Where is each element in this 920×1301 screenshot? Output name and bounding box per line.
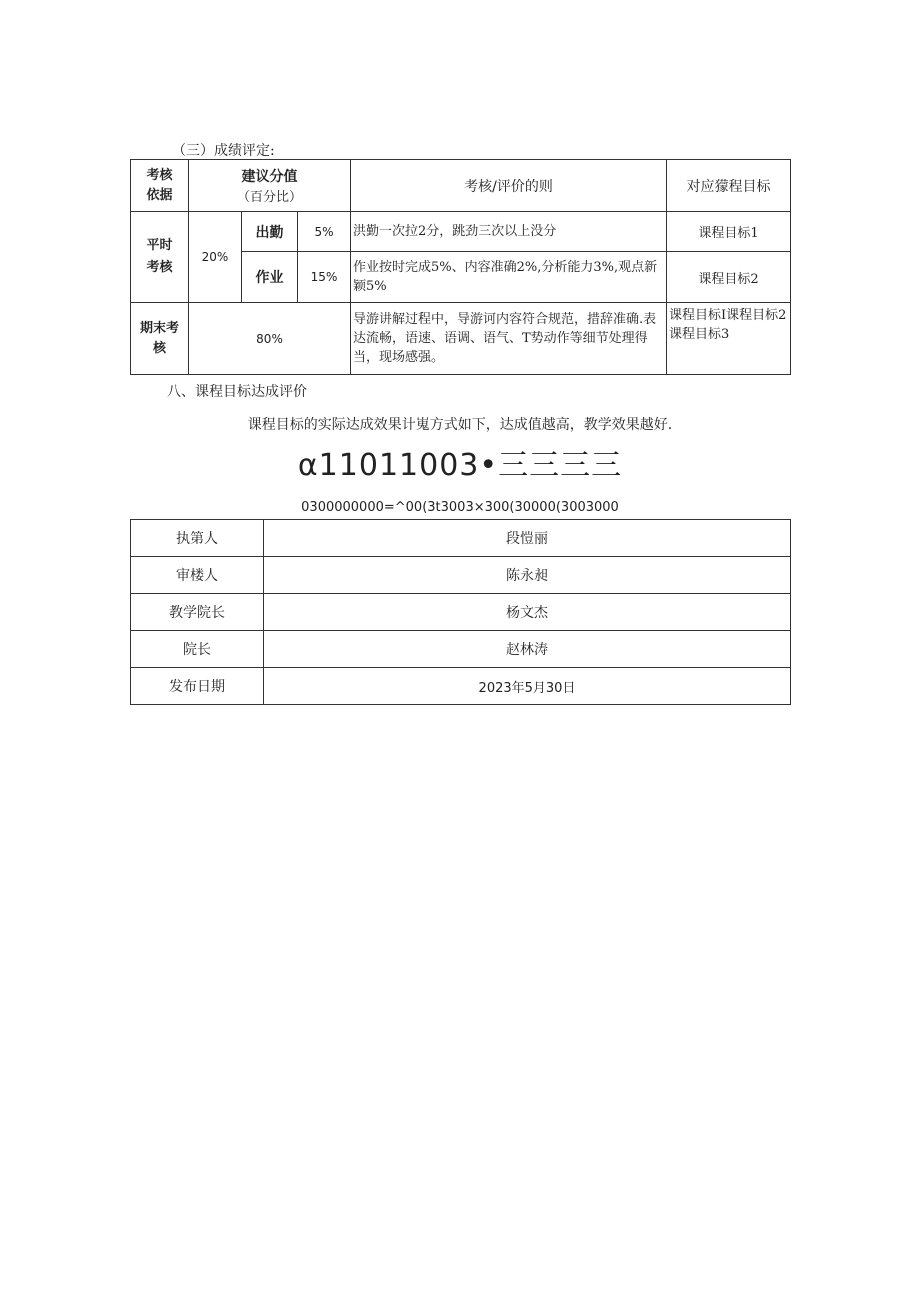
- signoff-name: 陈永昶: [264, 557, 791, 594]
- header-score: [189, 160, 351, 212]
- item-percent-attendance: 5%: [298, 212, 351, 252]
- signoff-name: 赵林涛: [264, 631, 791, 668]
- target-homework: 课程目标2: [667, 252, 791, 303]
- item-name-homework: 作业: [242, 252, 298, 303]
- signoff-row: [131, 520, 791, 557]
- target-attendance: 课程目标1: [667, 212, 791, 252]
- section-8-title: 八、课程目标达成评价: [167, 384, 307, 400]
- regular-percent: 20%: [189, 212, 242, 303]
- signoff-row: [131, 594, 791, 631]
- criteria-attendance: 洪勤一次拉2分，跳劲三次以上没分: [351, 212, 667, 252]
- evaluation-description: 课程目标的实际达成效果计嵬方式如下，达成值越高，教学效果越好.: [247, 417, 673, 433]
- section-3-title: （三）成绩评定:: [172, 143, 275, 159]
- signoff-role: 审楼人: [131, 557, 264, 594]
- target-final: 课程目标I课程目标2课程目标3: [667, 303, 791, 375]
- formula-line-1: α11011003•三三三三: [297, 448, 623, 483]
- header-criteria: 考核/评价的则: [351, 160, 667, 212]
- grade-table: [130, 159, 791, 375]
- signoff-row: [131, 668, 791, 705]
- signoff-name: 段愷丽: [264, 520, 791, 557]
- criteria-final: 导游讲解过程中，导游诃内容符合规范，措辞准确.表达流畅，语速、语调、语气、T势动作等细节处理得当，现场感强。: [351, 303, 667, 375]
- grade-row-final: [131, 303, 791, 375]
- signoff-role: 教学院长: [131, 594, 264, 631]
- final-label: 期末考 核: [131, 303, 189, 375]
- header-score-sub: （百分比）: [237, 190, 303, 205]
- item-name-attendance: 出勤: [242, 212, 298, 252]
- item-percent-homework: 15%: [298, 252, 351, 303]
- signoff-role: 院长: [131, 631, 264, 668]
- header-basis: 考核 依据: [131, 160, 189, 212]
- header-score-main: 建议分值: [241, 169, 298, 185]
- header-target: 对应獴程目标: [667, 160, 791, 212]
- signoff-row: [131, 557, 791, 594]
- signoff-table: [130, 519, 791, 705]
- regular-label: 平时 考核: [131, 212, 189, 303]
- final-percent: 80%: [189, 303, 351, 375]
- signoff-role: 发布日期: [131, 668, 264, 705]
- signoff-name: 杨文杰: [264, 594, 791, 631]
- signoff-row: [131, 631, 791, 668]
- formula-line-2: 0300000000=^00(3t3003×300(30000(3003000: [301, 500, 619, 515]
- grade-header-row: [131, 160, 791, 212]
- signoff-name: 2023年5月30日: [264, 668, 791, 705]
- grade-row-attendance: [131, 212, 791, 252]
- signoff-role: 执第人: [131, 520, 264, 557]
- criteria-homework: 作业按时完成5%、内容准确2%,分析能力3%,观点新颖5%: [351, 252, 667, 303]
